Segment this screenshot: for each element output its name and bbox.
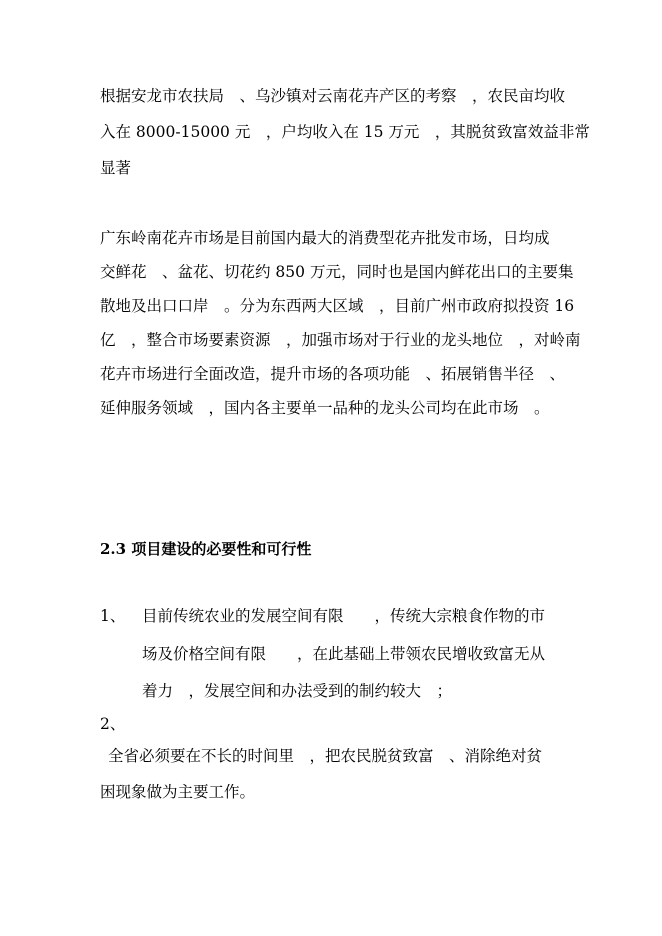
item2-line-2: 困现象做为主要工作。 <box>100 783 256 801</box>
para2-line-3: 散地及出口口岸 。分为东西两大区域 ，目前广州市政府拟投资 16 <box>100 297 575 315</box>
para1-line-3: 显著 <box>100 159 132 177</box>
para1-line-1: 根据安龙市农扶局 、乌沙镇对云南花卉产区的考察 ，农民亩均收 <box>100 87 566 105</box>
para2-line-4: 亿 ，整合市场要素资源 ，加强市场对于行业的龙头地位 ，对岭南 <box>100 331 581 349</box>
item1-number: 1、 <box>100 607 126 625</box>
para2-line-2: 交鲜花 、盆花、切花约 850 万元，同时也是国内鲜花出口的主要集 <box>100 263 574 281</box>
item1-line-1: 目前传统农业的发展空间有限 ，传统大宗粮食作物的市 <box>142 607 546 625</box>
section-heading: 2.3 项目建设的必要性和可行性 <box>100 540 312 558</box>
para2-line-1: 广东岭南花卉市场是目前国内最大的消费型花卉批发市场，日均成 <box>100 229 550 247</box>
para2-line-5: 花卉市场进行全面改造，提升市场的各项功能 、拓展销售半径 、 <box>100 365 566 383</box>
para1-line-2: 入在 8000-15000 元 ，户均收入在 15 万元 ，其脱贫致富效益非常 <box>100 123 590 141</box>
para2-line-6: 延伸服务领域 ，国内各主要单一品种的龙头公司均在此市场 。 <box>100 399 550 417</box>
item1-line-3: 着力 ，发展空间和办法受到的制约较大 ； <box>142 682 453 700</box>
item2-number: 2、 <box>100 715 126 733</box>
item2-line-1: 全省必须要在不长的时间里 ，把农民脱贫致富 、消除绝对贫 <box>108 747 543 765</box>
item1-line-2: 场及价格空间有限 ，在此基础上带领农民增收致富无从 <box>142 645 546 663</box>
